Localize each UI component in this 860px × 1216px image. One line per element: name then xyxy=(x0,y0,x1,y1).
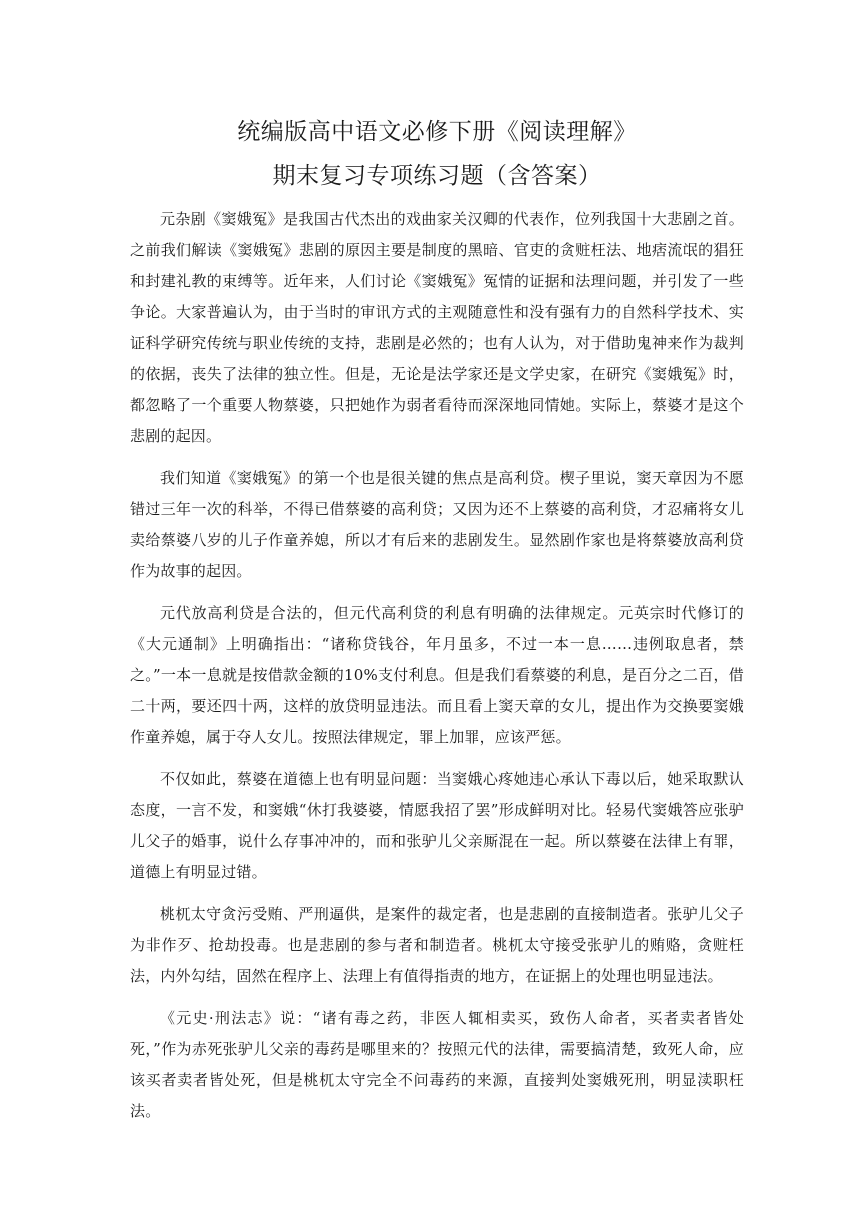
paragraph-1: 元杂剧《窦娥冤》是我国古代杰出的戏曲家关汉卿的代表作，位列我国十大悲剧之首。之前我们解读《窦娥冤》悲剧的原因主要是制度的黑暗、官吏的贪赃枉法、地痞流氓的猖狂和封建礼教的束缚等。近年来，人们讨论《窦娥冤》冤情的证据和法理问题，并引发了一些争论。大家普遍认为，由于当时的审讯方式的主观随意性和没有强有力的自然科学技术、实证科学研究传统与职业传统的支持，悲剧是必然的；也有人认为，对于借助鬼神来作为裁判的依据，丧失了法律的独立性。但是，无论是法学家还是文学史家，在研究《窦娥冤》时，都忽略了一个重要人物蔡婆，只把她作为弱者看待而深深地同情她。实际上，蔡婆才是这个悲剧的起因。 xyxy=(130,210,744,445)
paragraph-2: 我们知道《窦娥冤》的第一个也是很关键的焦点是高利贷。楔子里说，窦天章因为不愿错过三年一次的科举，不得已借蔡婆的高利贷；又因为还不上蔡婆的高利贷，才忍痛将女儿卖给蔡婆八岁的儿子作童养媳，所以才有后来的悲剧发生。显然剧作家也是将蔡婆放高利贷作为故事的起因。 xyxy=(130,469,744,580)
document-subtitle: 期末复习专项练习题（含答案） xyxy=(272,163,602,189)
document-title: 统编版高中语文必修下册《阅读理解》 xyxy=(237,119,637,145)
paragraph-4: 不仅如此，蔡婆在道德上也有明显问题：当窦娥心疼她违心承认下毒以后，她采取默认态度，一言不发，和窦娥“休打我婆婆，情愿我招了罢”形成鲜明对比。轻易代窦娥答应张驴儿父子的婚事，说什么存事冲冲的，而和张驴儿父亲厮混在一起。所以蔡婆在法律上有罪，道德上有明显过错。 xyxy=(130,770,744,881)
paragraph-5: 桃杌太守贪污受贿、严刑逼供，是案件的裁定者，也是悲剧的直接制造者。张驴儿父子为非作歹、抢劫投毒。也是悲剧的参与者和制造者。桃杌太守接受张驴儿的贿赂，贪赃枉法，内外勾结，固然在程序上、法理上有值得指责的地方，在证据上的处理也明显违法。 xyxy=(130,905,744,985)
paragraph-6: 《元史·刑法志》说：“诸有毒之药，非医人辄相卖买，致伤人命者，买者卖者皆处死，”作为赤死张驴儿父亲的毒药是哪里来的？按照元代的法律，需要搞清楚，致死人命，应该买者卖者皆处死，但是桃杌太守完全不问毒药的来源，直接判处窦娥死刑，明显渎职枉法。 xyxy=(130,1009,744,1120)
paragraph-3: 元代放高利贷是合法的，但元代高利贷的利息有明确的法律规定。元英宗时代修订的《大元通制》上明确指出：“诸称贷钱谷，年月虽多，不过一本一息……违例取息者，禁之。”一本一息就是按借款金额的10%支付利息。但是我们看蔡婆的利息，是百分之二百，借二十两，要还四十两，这样的放贷明显违法。而且看上窦天章的女儿，提出作为交换要窦娥作童养媳，属于夺人女儿。按照法律规定，罪上加罪，应该严惩。 xyxy=(130,604,744,746)
